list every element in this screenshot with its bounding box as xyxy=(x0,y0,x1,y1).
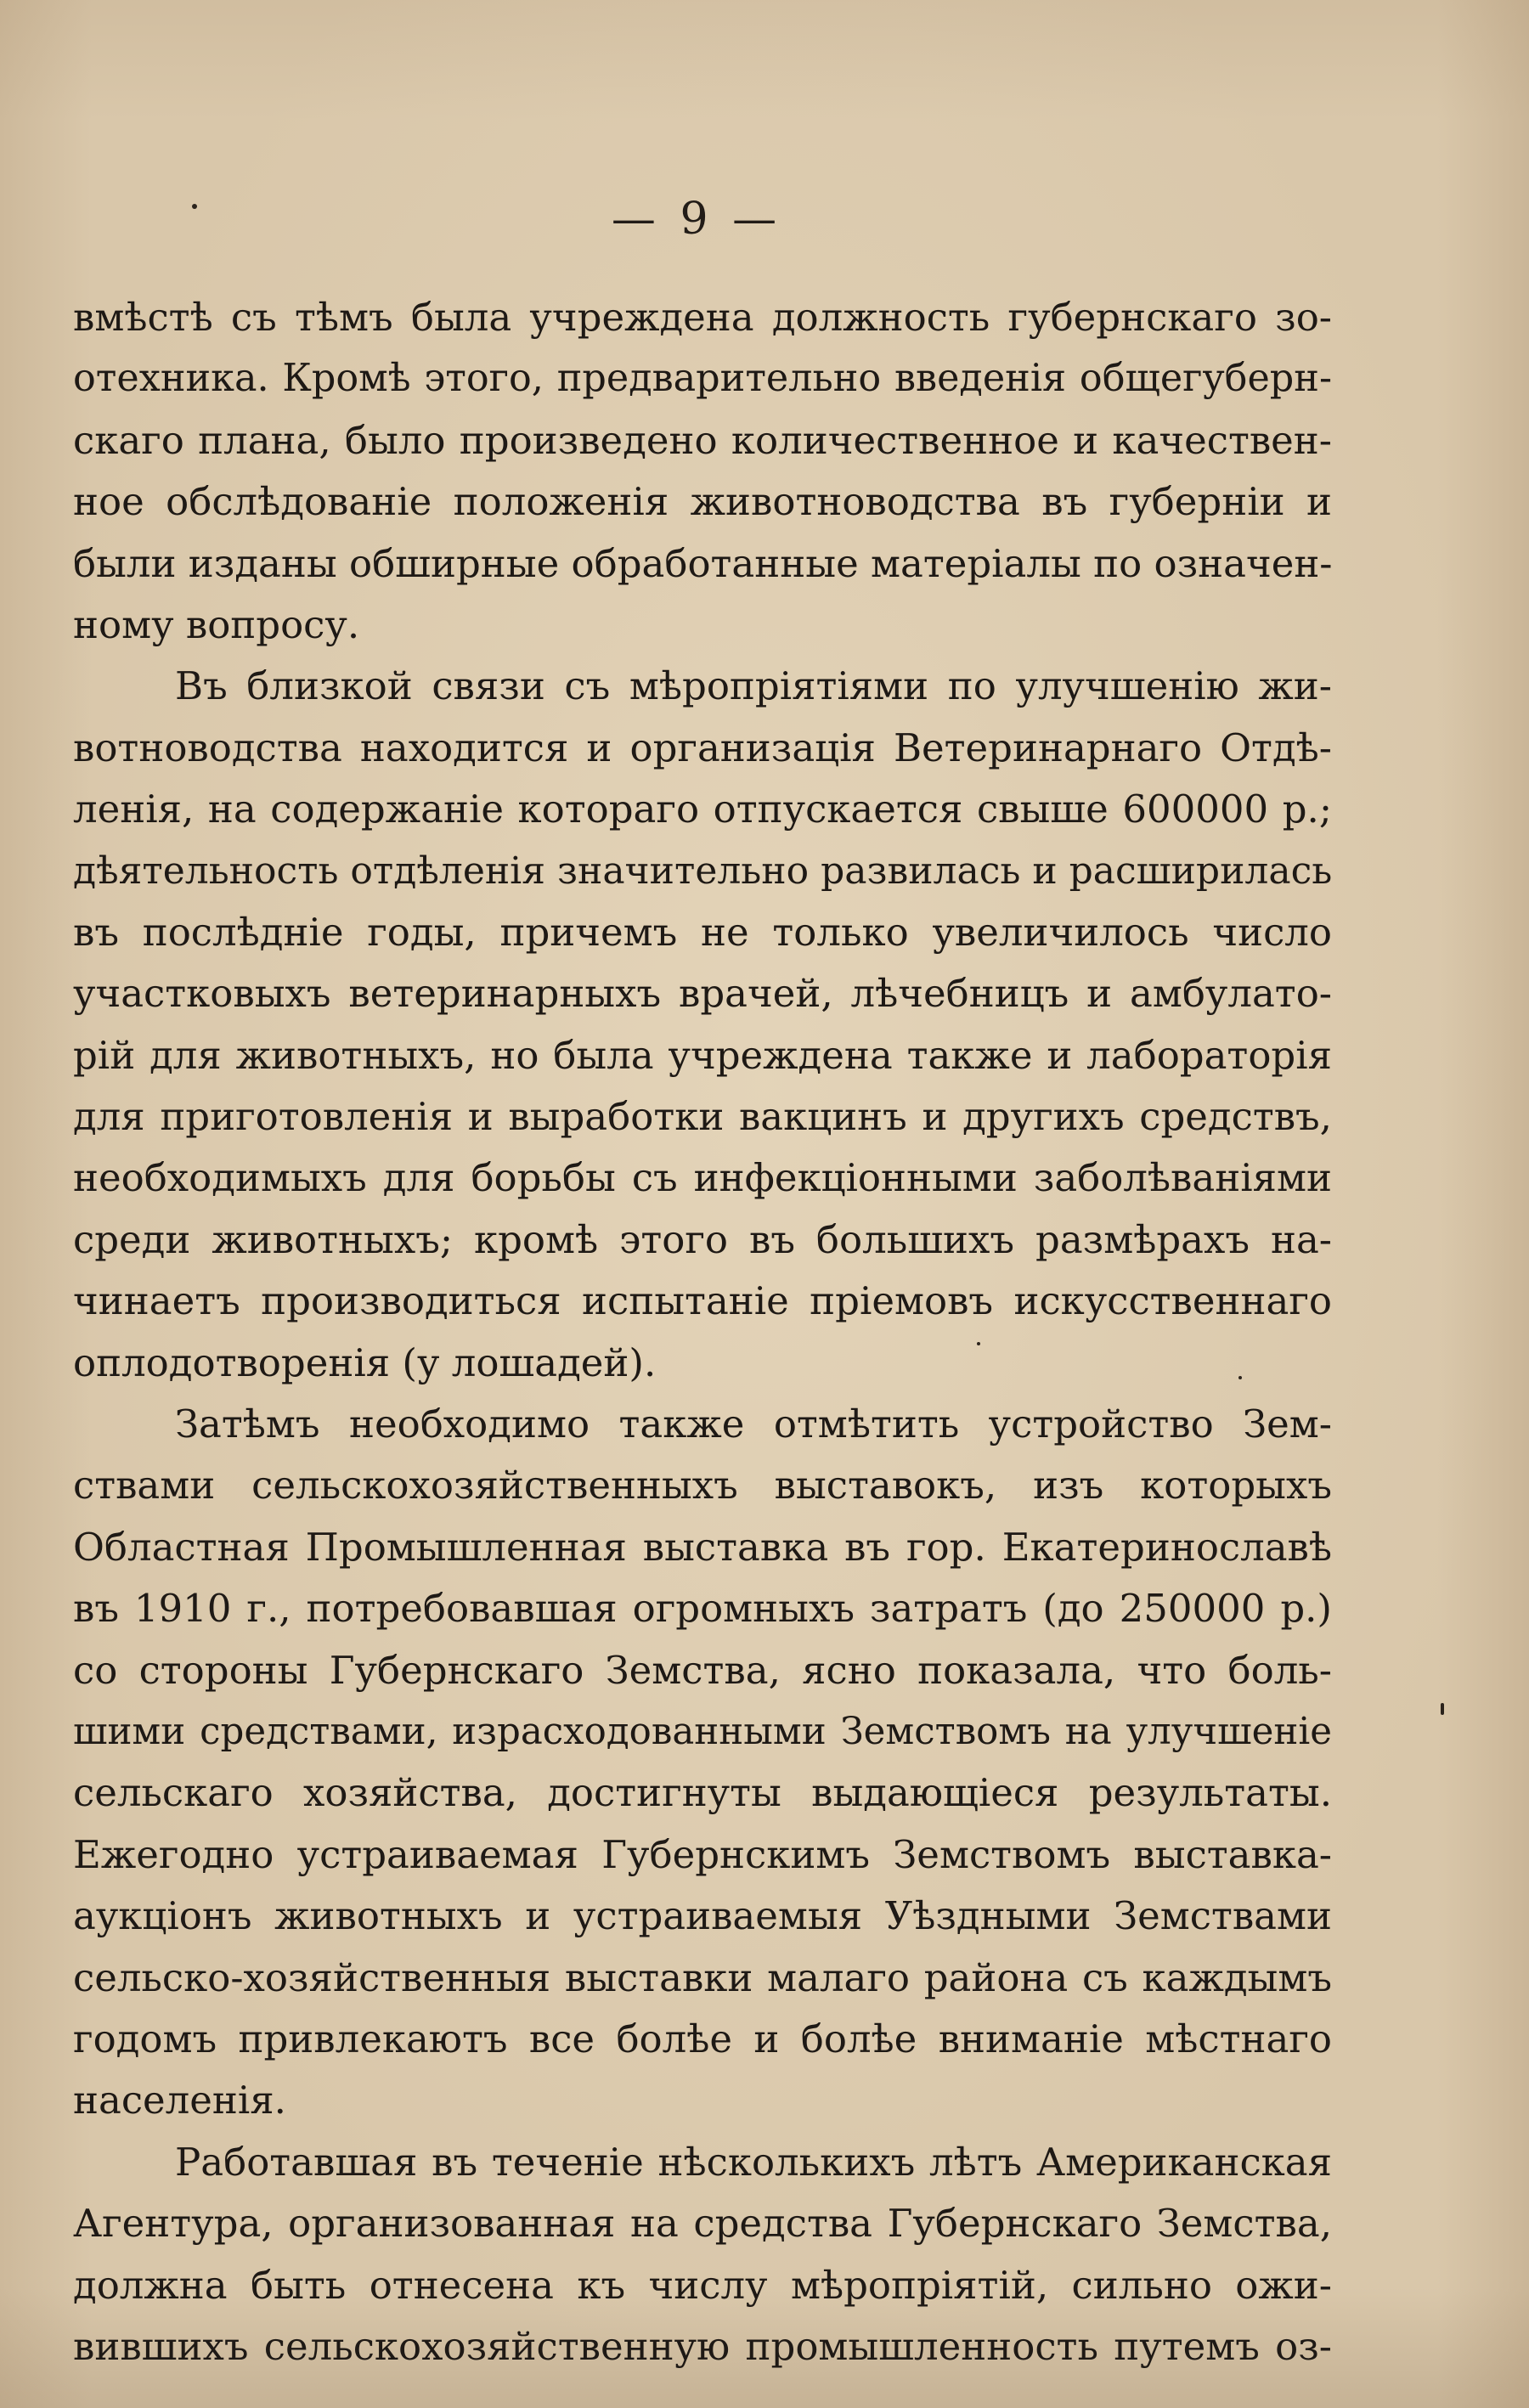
text-line: аукціонъ животныхъ и устраиваемыя Уѣздными Земствами xyxy=(73,1893,1332,1939)
text-line: населенія. xyxy=(73,2078,286,2123)
paragraph-2 xyxy=(73,656,1332,1394)
text-line: оплодотворенія (у лошадей). xyxy=(73,1339,657,1385)
text-line: ному вопросу. xyxy=(73,601,360,647)
paper-speck xyxy=(977,1342,980,1345)
paragraph-1 xyxy=(73,287,1332,656)
text-line: шими средствами, израсходованными Земствомъ на улучшеніе xyxy=(73,1710,1332,1753)
paper-speck xyxy=(1441,1703,1444,1715)
text-line: необходимыхъ для борьбы съ инфекціонными заболѣваніями xyxy=(73,1155,1332,1201)
text-line: Въ близкой связи съ мѣропріятіями по улучшенію жи- xyxy=(175,663,1332,709)
text-line: сельскаго хозяйства, достигнуты выдающіеся результаты. xyxy=(73,1770,1332,1816)
text-line: скаго плана, было произведено количественное и качествен- xyxy=(73,417,1332,463)
text-line: участковыхъ ветеринарныхъ врачей, лѣчебницъ и амбулато- xyxy=(73,971,1332,1017)
text-line: вившихъ сельскохозяйственную промышленность путемъ оз- xyxy=(73,2323,1332,2369)
text-line: для приготовленія и выработки вакцинъ и другихъ средствъ, xyxy=(73,1094,1332,1140)
text-line: Областная Промышленная выставка въ гор. Екатеринославѣ xyxy=(73,1524,1332,1570)
text-line: должна быть отнесена къ числу мѣропріятій, сильно ожи- xyxy=(73,2262,1332,2308)
text-line: были изданы обширные обработанные матеріалы по означен- xyxy=(73,540,1333,586)
text-line: вотноводства находится и организація Ветеринарнаго Отдѣ- xyxy=(73,725,1332,770)
page-number: — 9 — xyxy=(611,194,782,245)
text-line: дѣятельность отдѣленія значительно развилась и расширилась xyxy=(73,849,1333,893)
text-line: въ 1910 г., потребовавшая огромныхъ затратъ (до 250000 р.) xyxy=(73,1586,1332,1632)
paragraph-4 xyxy=(73,2132,1332,2378)
text-line: отехника. Кромѣ этого, предварительно введенія общегуберн- xyxy=(73,357,1332,401)
text-line: Агентура, организованная на средства Губернскаго Земства, xyxy=(73,2201,1332,2247)
text-line: рій для животныхъ, но была учреждена также и лабораторія xyxy=(73,1032,1332,1078)
text-line: въ послѣдніе годы, причемъ не только увеличилось число xyxy=(73,909,1332,955)
text-line: среди животныхъ; кромѣ этого въ большихъ размѣрахъ на- xyxy=(73,1216,1332,1262)
body-text xyxy=(73,287,1332,2377)
paper-speck xyxy=(1238,1376,1242,1379)
text-line: Затѣмъ необходимо также отмѣтить устройство Зем- xyxy=(175,1401,1332,1447)
text-line: со стороны Губернскаго Земства, ясно показала, что боль- xyxy=(73,1647,1332,1693)
paper-speck xyxy=(192,204,197,209)
text-line: сельско-хозяйственныя выставки малаго района съ каждымъ xyxy=(73,1954,1332,2000)
text-line: Ежегодно устраиваемая Губернскимъ Земствомъ выставка- xyxy=(73,1831,1332,1877)
text-line: годомъ привлекаютъ все болѣе и болѣе вниманіе мѣстнаго xyxy=(73,2016,1332,2061)
text-line: ленія, на содержаніе котораго отпускается свыше 600000 р.; xyxy=(73,787,1332,832)
text-line: ствами сельскохозяйственныхъ выставокъ, изъ которыхъ xyxy=(73,1463,1332,1509)
text-line: ное обслѣдованіе положенія животноводства въ губерніи и xyxy=(73,479,1332,525)
text-line: чинаетъ производиться испытаніе пріемовъ искусственнаго xyxy=(73,1278,1332,1324)
paragraph-3 xyxy=(73,1394,1332,2132)
text-line: Работавшая въ теченіе нѣсколькихъ лѣтъ Американская xyxy=(175,2139,1332,2185)
text-line: вмѣстѣ съ тѣмъ была учреждена должность губернскаго зо- xyxy=(73,295,1332,340)
